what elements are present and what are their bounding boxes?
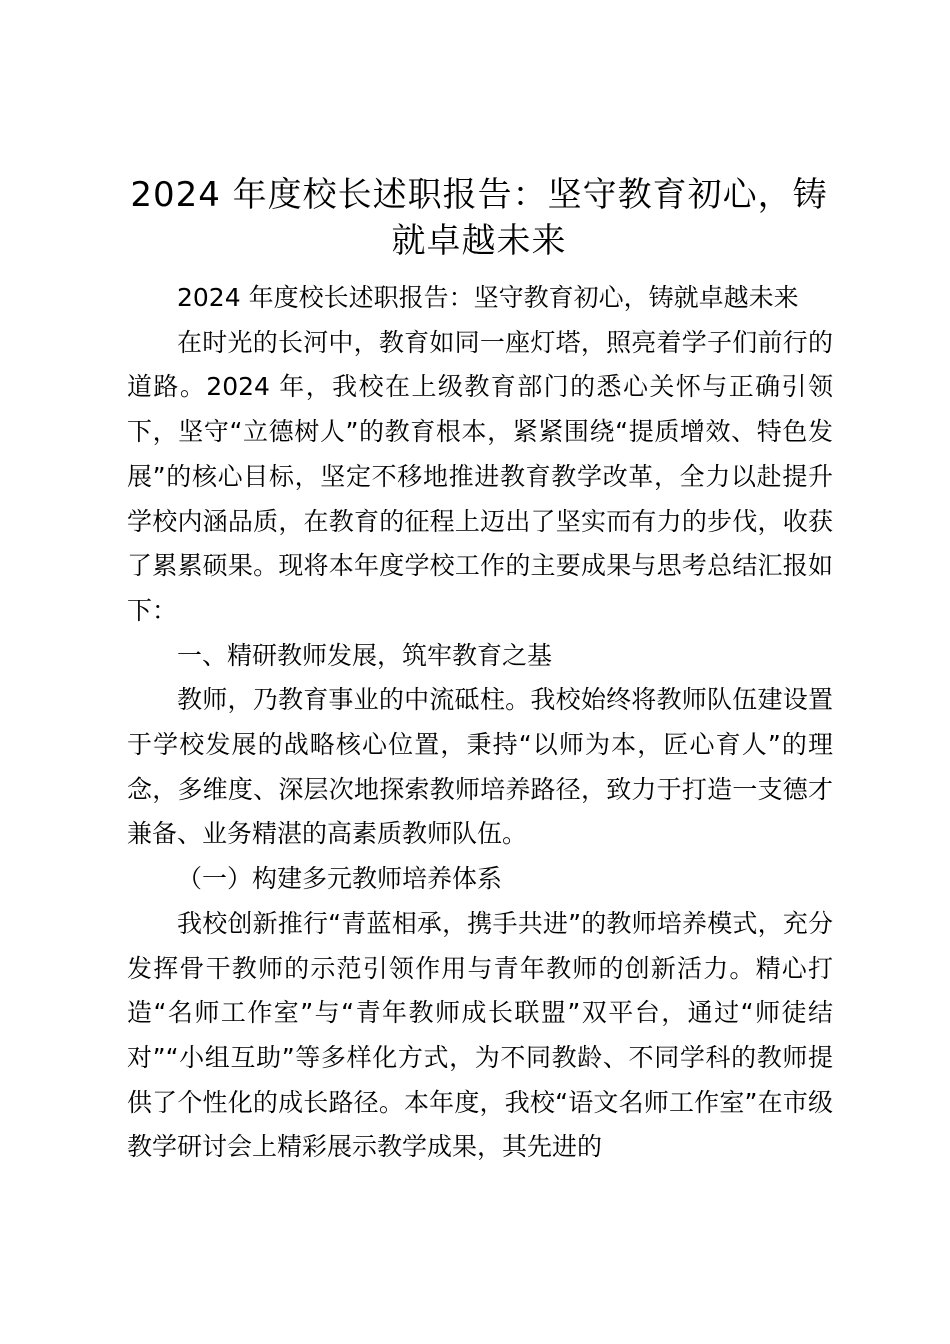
paragraph-teachers: 教师，乃教育事业的中流砥柱。我校始终将教师队伍建设置于学校发展的战略核心位置，秉持“以师为本，匠心育人”的理念，多维度、深层次地探索教师培养路径，致力于打造一支德才兼备、业务精湛的高素质教师队伍。 [127, 685, 833, 849]
document-title: 2024 年度校长述职报告：坚守教育初心，铸就卓越未来 [130, 175, 828, 261]
document-body [127, 276, 833, 1170]
paragraph-subtitle: 2024 年度校长述职报告：坚守教育初心，铸就卓越未来 [177, 283, 799, 312]
section-heading-1: 一、精研教师发展，筑牢教育之基 [177, 640, 553, 670]
subsection-heading-1: （一）构建多元教师培养体系 [177, 864, 503, 894]
paragraph-training-system: 我校创新推行“青蓝相承，携手共进”的教师培养模式，充分发挥骨干教师的示范引领作用与青年教师的创新活力。精心打造“名师工作室”与“青年教师成长联盟”双平台，通过“师徒结对”“小组互助”等多样化方式，为不同教龄、不同学科的教师提供了个性化的成长路径。本年度，我校“语文名师工作室”在市级教学研讨会上精彩展示教学成果，其先进的 [127, 908, 833, 1162]
paragraph-intro: 在时光的长河中，教育如同一座灯塔，照亮着学子们前行的道路。2024 年，我校在上级教育部门的悉心关怀与正确引领下，坚守“立德树人”的教育根本，紧紧围绕“提质增效、特色发展”的核心目标，坚定不移地推进教育教学改革，全力以赴提升学校内涵品质，在教育的征程上迈出了坚实而有力的步伐，收获了累累硕果。现将本年度学校工作的主要成果与思考总结汇报如下： [127, 327, 833, 625]
